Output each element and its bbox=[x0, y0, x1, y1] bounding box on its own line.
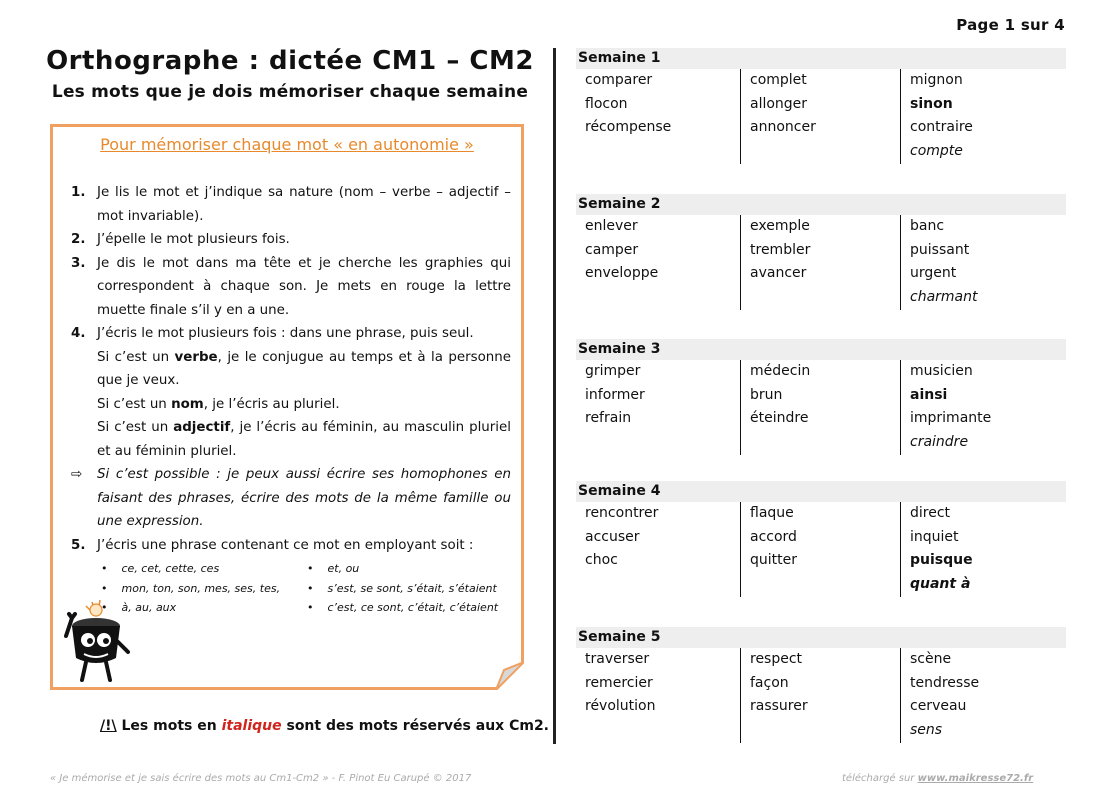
week-5 bbox=[576, 627, 1066, 743]
step-text: Je lis le mot et j’indique sa nature (nom – verbe – adjectif – mot invariable). bbox=[97, 185, 511, 224]
mascot-illustration bbox=[62, 596, 132, 690]
word-columns bbox=[576, 502, 1066, 597]
word: musicien bbox=[910, 363, 973, 379]
method-title: Pour mémoriser chaque mot « en autonomie » bbox=[100, 135, 474, 154]
website-link[interactable]: www.maikresse72.fr bbox=[917, 773, 1034, 784]
word: flocon bbox=[585, 95, 628, 112]
footer-download-text: téléchargé sur bbox=[842, 773, 918, 784]
word: choc bbox=[585, 552, 618, 569]
word: rassurer bbox=[750, 698, 808, 715]
word: camper bbox=[585, 241, 639, 258]
rule-text: Si c’est un bbox=[97, 349, 175, 365]
word: imprimante bbox=[910, 410, 992, 427]
word: trembler bbox=[750, 241, 811, 258]
word: tendresse bbox=[910, 674, 980, 691]
word: éteindre bbox=[750, 410, 809, 427]
week-label: Semaine 3 bbox=[576, 339, 1066, 360]
step-text: J’écris une phrase contenant ce mot en employant soit : bbox=[97, 537, 474, 553]
word: façon bbox=[750, 674, 789, 691]
word: traverser bbox=[585, 651, 650, 667]
word-column bbox=[576, 502, 740, 597]
word: révolution bbox=[585, 698, 656, 715]
rule-text: Si c’est un bbox=[97, 420, 174, 435]
cm2-word: compte bbox=[910, 143, 963, 160]
rule-text: Si c’est un bbox=[97, 396, 172, 412]
step-1 bbox=[71, 181, 511, 228]
word-column bbox=[740, 360, 900, 455]
word: contraire bbox=[910, 119, 973, 136]
step-3 bbox=[71, 252, 511, 323]
page-title: Orthographe : dictée CM1 – CM2 bbox=[46, 46, 534, 76]
word-column bbox=[576, 215, 740, 310]
page-fold-icon bbox=[496, 662, 524, 690]
rule-text: , je l’écris au pluriel. bbox=[203, 396, 340, 412]
footnote-text: Les mots en bbox=[116, 718, 222, 734]
rule-keyword: verbe bbox=[174, 349, 218, 365]
bullet-item: • ce, cet, cette, ces bbox=[105, 559, 311, 579]
rule-text: , je le conjugue au temps et à la personne que je veux. bbox=[97, 349, 511, 388]
week-3 bbox=[576, 339, 1066, 455]
word: enlever bbox=[585, 218, 638, 234]
cm2-word: sens bbox=[910, 722, 943, 739]
week-2 bbox=[576, 194, 1066, 310]
step-4 bbox=[71, 322, 511, 346]
week-label: Semaine 4 bbox=[576, 481, 1066, 502]
footnote-italic-word: italique bbox=[221, 718, 282, 734]
word-columns bbox=[576, 69, 1066, 164]
word-column bbox=[576, 69, 740, 164]
word: ainsi bbox=[910, 386, 948, 403]
bullet-item: • mon, ton, son, mes, ses, tes, bbox=[105, 579, 311, 599]
word: annoncer bbox=[750, 119, 816, 136]
footer-credit: « Je mémorise et je sais écrire des mots au Cm1-Cm2 » - F. Pinot Eu Carupé © 2017 bbox=[50, 773, 472, 784]
word: allonger bbox=[750, 95, 808, 112]
adjectif-rule bbox=[71, 416, 511, 463]
bullet-item: • et, ou bbox=[311, 559, 511, 579]
word: banc bbox=[910, 218, 945, 234]
rule-keyword: nom bbox=[171, 396, 204, 412]
step-2 bbox=[71, 228, 511, 252]
week-label: Semaine 2 bbox=[576, 194, 1066, 215]
week-label: Semaine 5 bbox=[576, 627, 1066, 648]
word-column bbox=[740, 502, 900, 597]
step-number: 5. bbox=[71, 537, 86, 553]
step-number: 2. bbox=[71, 232, 86, 247]
page-subtitle: Les mots que je dois mémoriser chaque semaine bbox=[51, 82, 529, 102]
word: sinon bbox=[910, 95, 953, 112]
bullet-item: • c’est, ce sont, c’était, c’étaient bbox=[311, 598, 511, 618]
cm2-word: craindre bbox=[910, 434, 969, 451]
word: complet bbox=[750, 72, 807, 88]
word: cerveau bbox=[910, 698, 967, 715]
word: direct bbox=[910, 505, 951, 521]
rule-keyword: adjectif bbox=[173, 420, 231, 435]
bullet-list bbox=[105, 559, 511, 618]
word-columns bbox=[576, 648, 1066, 743]
word: quitter bbox=[750, 552, 797, 569]
word: accuser bbox=[585, 528, 640, 545]
word: avancer bbox=[750, 265, 807, 282]
week-4 bbox=[576, 481, 1066, 597]
step-text: J’écris le mot plusieurs fois : dans une phrase, puis seul. bbox=[97, 326, 474, 341]
word-column bbox=[740, 215, 900, 310]
rule-text: , je l’écris au féminin, au masculin pluriel et au féminin pluriel. bbox=[97, 420, 511, 459]
word: urgent bbox=[910, 265, 957, 282]
word: enveloppe bbox=[585, 265, 659, 282]
word-column bbox=[900, 69, 1066, 164]
warning-icon: /!\ bbox=[100, 718, 117, 734]
step-text: Je dis le mot dans ma tête et je cherche les graphies qui correspondent à chaque son. Je mets en rouge la lettre muette finale s’il y en a une. bbox=[97, 255, 511, 318]
word: médecin bbox=[750, 363, 811, 379]
verbe-rule bbox=[71, 346, 511, 393]
word: informer bbox=[585, 386, 645, 403]
cm2-word: charmant bbox=[910, 289, 978, 306]
step-5 bbox=[71, 534, 511, 558]
word-column bbox=[900, 215, 1066, 310]
word: flaque bbox=[750, 505, 794, 521]
word: remercier bbox=[585, 674, 653, 691]
cm2-word: quant à bbox=[910, 576, 971, 593]
word-column bbox=[740, 648, 900, 743]
word-column bbox=[900, 360, 1066, 455]
nom-rule bbox=[71, 393, 511, 417]
word: brun bbox=[750, 386, 783, 403]
word-columns bbox=[576, 215, 1066, 310]
word: mignon bbox=[910, 72, 963, 88]
week-label: Semaine 1 bbox=[576, 48, 1066, 69]
bullet-item: • s’est, se sont, s’était, s’étaient bbox=[311, 579, 511, 599]
word: scène bbox=[910, 651, 952, 667]
step-number: 1. bbox=[71, 185, 86, 200]
vertical-divider bbox=[553, 48, 556, 744]
word: inquiet bbox=[910, 528, 959, 545]
arrow-icon: ⇨ bbox=[71, 467, 83, 482]
word: refrain bbox=[585, 410, 632, 427]
word-column bbox=[740, 69, 900, 164]
word: rencontrer bbox=[585, 505, 659, 521]
word: comparer bbox=[585, 72, 653, 88]
word: récompense bbox=[585, 119, 672, 136]
word: grimper bbox=[585, 363, 641, 379]
step-number: 4. bbox=[71, 326, 86, 341]
word: puissant bbox=[910, 241, 970, 258]
footnote-text: sont des mots réservés aux Cm2. bbox=[281, 718, 549, 734]
word-column bbox=[576, 360, 740, 455]
word: puisque bbox=[910, 552, 973, 569]
week-1 bbox=[576, 48, 1066, 164]
word-column bbox=[900, 502, 1066, 597]
page-number: Page 1 sur 4 bbox=[956, 16, 1065, 34]
word: accord bbox=[750, 528, 797, 545]
word-column bbox=[900, 648, 1066, 743]
step-number: 3. bbox=[71, 255, 86, 271]
tip bbox=[71, 463, 511, 534]
header bbox=[40, 46, 540, 102]
word-column bbox=[576, 648, 740, 743]
word-columns bbox=[576, 360, 1066, 455]
bullet-item: • à, au, aux bbox=[105, 598, 311, 618]
word: respect bbox=[750, 651, 803, 667]
tip-text: Si c’est possible : je peux aussi écrire ses homophones en faisant des phrases, écrire des mots de la même famille ou une expression. bbox=[97, 467, 511, 529]
word: exemple bbox=[750, 218, 810, 234]
method-steps bbox=[71, 181, 511, 618]
footnote bbox=[100, 718, 549, 734]
footer-download bbox=[842, 773, 1033, 784]
step-text: J’épelle le mot plusieurs fois. bbox=[97, 232, 290, 247]
